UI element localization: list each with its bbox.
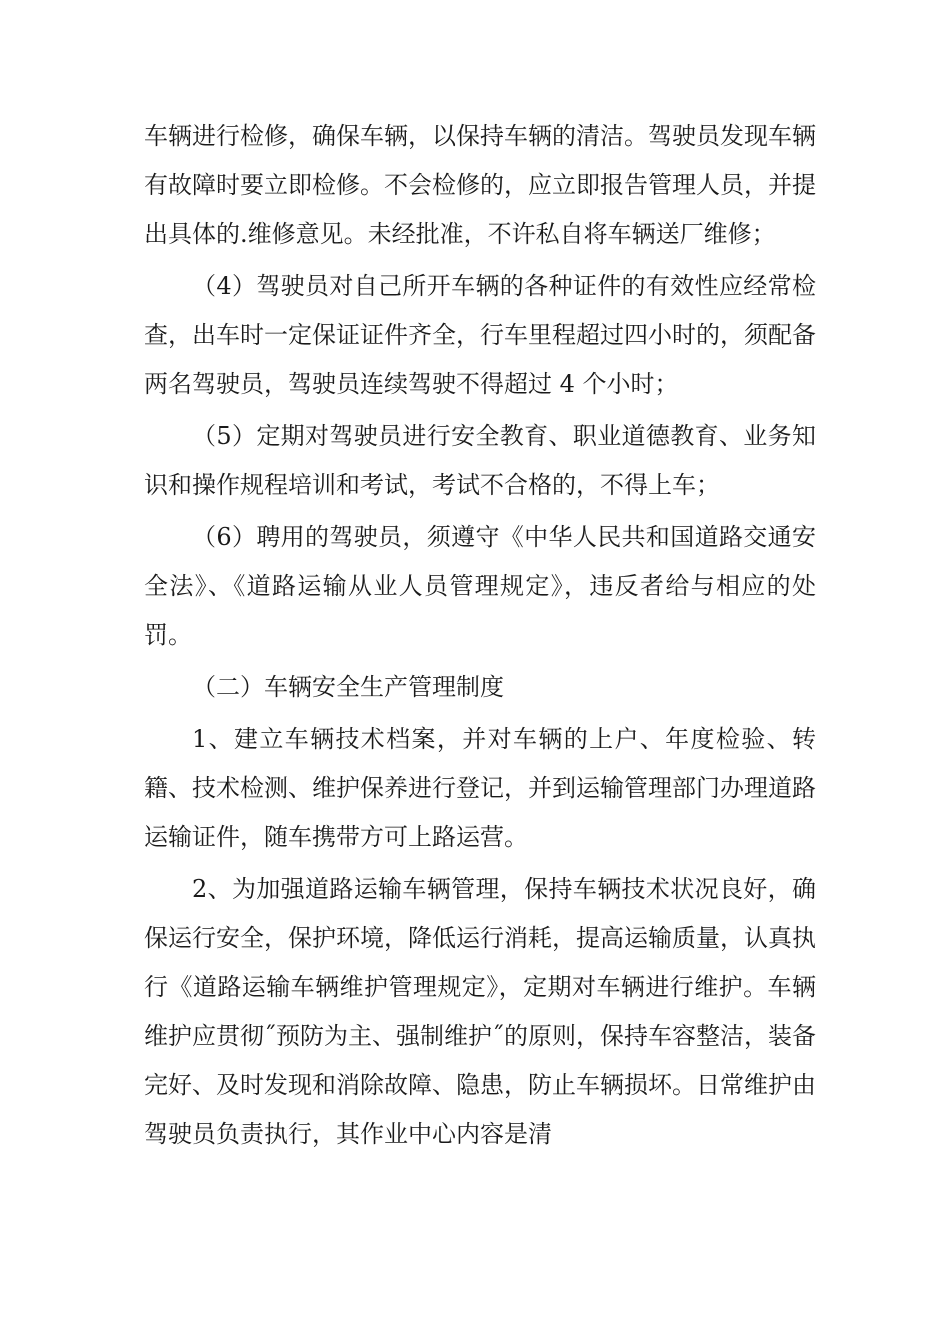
section-heading-vehicle-safety: （二）车辆安全生产管理制度 — [192, 673, 504, 701]
paragraph-item-6-hired-drivers: （6）聘用的驾驶员，须遵守《中华人民共和国道路交通安全法》、《道路运输从业人员管理规定》，违反者给与相应的处罚。 — [144, 523, 816, 649]
paragraph-item-4-driver-documents: （4）驾驶员对自己所开车辆的各种证件的有效性应经常检查，出车时一定保证证件齐全，行车里程超过四小时的，须配备两名驾驶员，驾驶员连续驾驶不得超过 4 个小时； — [144, 272, 816, 398]
paragraph-item-2-vehicle-maintenance: 2、为加强道路运输车辆管理，保持车辆技术状况良好，确保运行安全，保护环境，降低运行消耗，提高运输质量，认真执行《道路运输车辆维护管理规定》，定期对车辆进行维护。车辆维护应贯彻˝预防为主、强制维护˝的原则，保持车容整洁，装备完好、及时发现和消除故障、隐患，防止车辆损坏。日常维护由驾驶员负责执行，其作业中心内容是清 — [144, 875, 816, 1148]
paragraph-item-5-driver-training: （5）定期对驾驶员进行安全教育、职业道德教育、业务知识和操作规程培训和考试，考试不合格的，不得上车； — [144, 422, 816, 499]
paragraph-vehicle-maintenance-continued: 车辆进行检修，确保车辆，以保持车辆的清洁。驾驶员发现车辆有故障时要立即检修。不会检修的，应立即报告管理人员，并提出具体的.维修意见。未经批准，不许私自将车辆送厂维修； — [144, 122, 816, 248]
paragraph-item-1-technical-records: 1、建立车辆技术档案，并对车辆的上户、年度检验、转籍、技术检测、维护保养进行登记，并到运输管理部门办理道路运输证件，随车携带方可上路运营。 — [144, 725, 816, 851]
document-body — [144, 112, 816, 1162]
